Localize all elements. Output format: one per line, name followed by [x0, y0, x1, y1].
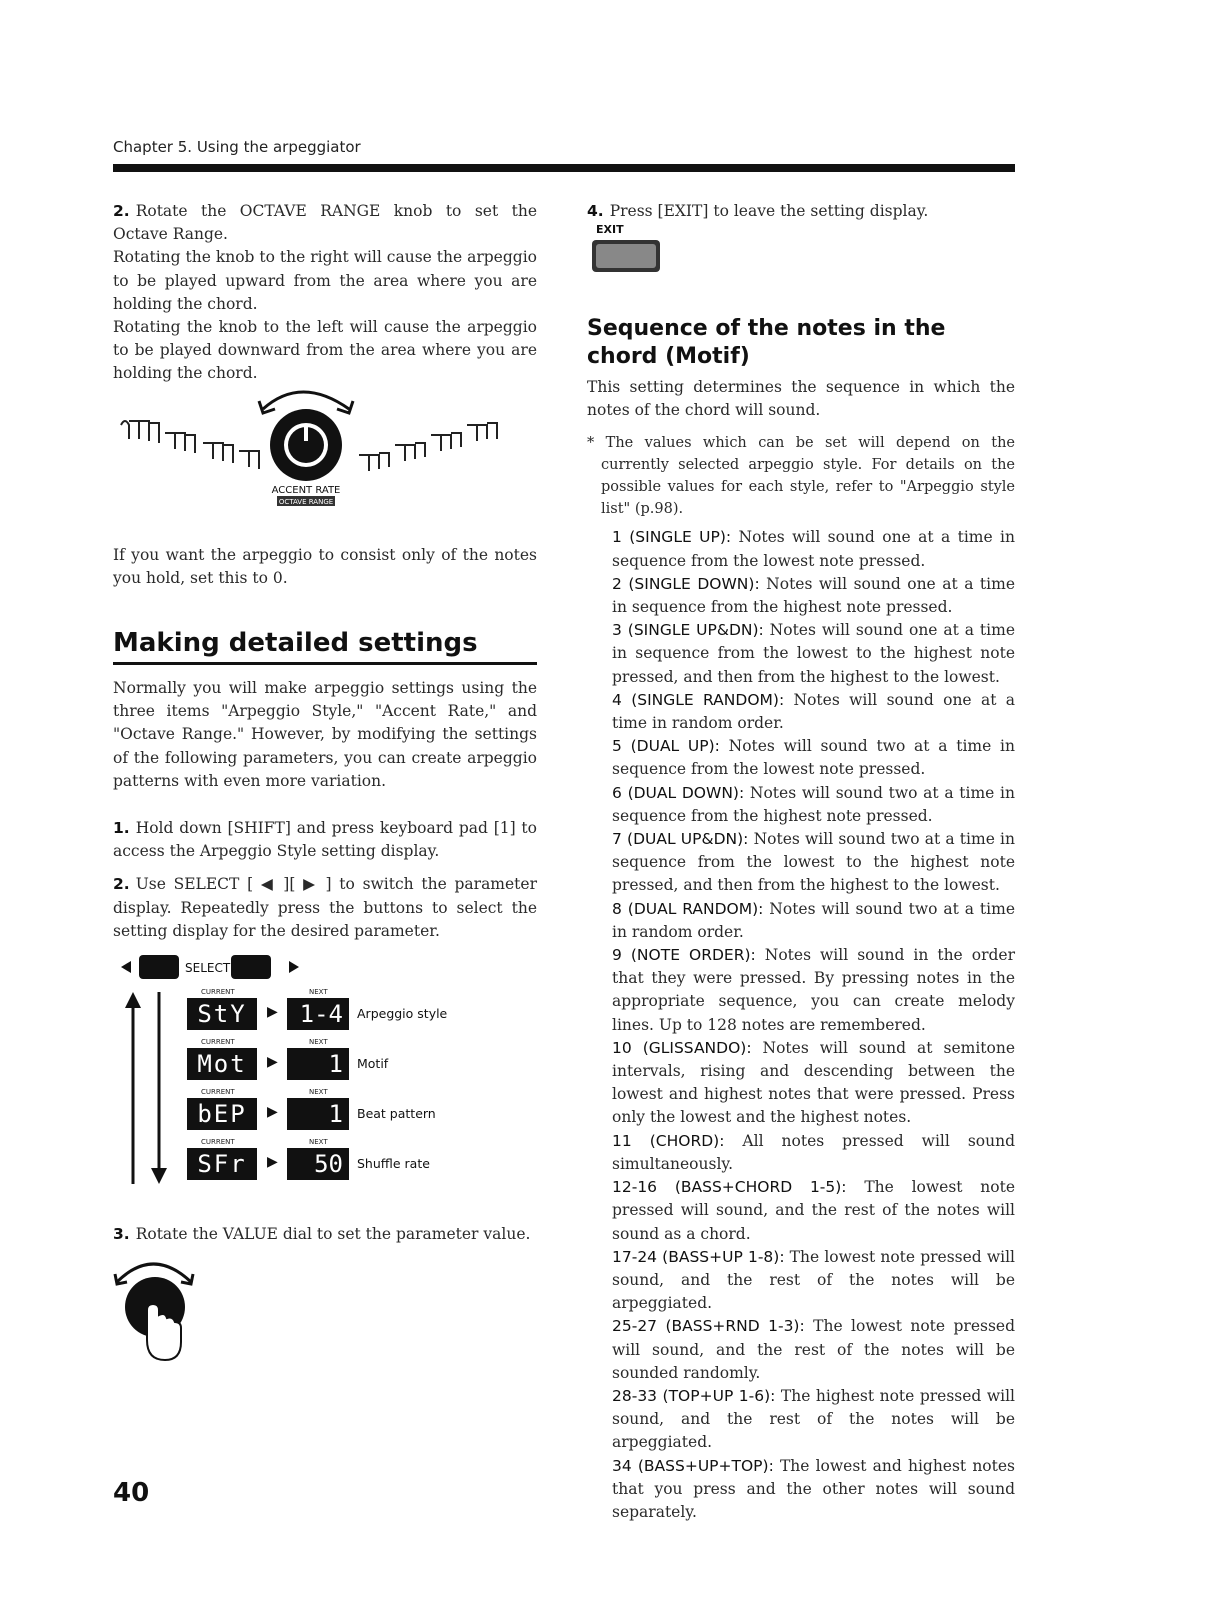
step-2-text: Rotate the OCTAVE RANGE knob to set the Octave Range. — [113, 202, 537, 244]
motif-item-label: 17-24 (BASS+UP 1-8): — [612, 1247, 785, 1266]
step-4-block — [587, 200, 1015, 223]
making-detailed-settings-heading: Making detailed settings — [113, 628, 537, 665]
select-left-button — [139, 955, 179, 979]
exit-button-highlight — [596, 244, 656, 268]
motif-item-label: 10 (GLISSANDO): — [612, 1038, 752, 1057]
select-right-arrow-icon — [289, 961, 299, 973]
step-1-text: Hold down [SHIFT] and press keyboard pad [1] to access the Arpeggio Style setting display. — [113, 819, 537, 861]
select-right-button — [231, 955, 271, 979]
zero-paragraph-block — [113, 544, 537, 590]
step-3-block — [113, 1223, 537, 1246]
motif-item-label: 28-33 (TOP+UP 1-6): — [612, 1386, 776, 1405]
motif-item-text: Notes will sound one at a time in random order. — [612, 690, 1016, 733]
current-display-value: Mot — [197, 1050, 247, 1078]
motif-item — [612, 1315, 1015, 1385]
down-arrow-icon — [151, 992, 167, 1184]
octave-range-label: OCTAVE RANGE — [278, 498, 334, 506]
next-label: NEXT — [309, 988, 328, 996]
octave-range-knob-icon — [270, 409, 342, 481]
motif-item — [612, 689, 1015, 735]
step-2-number: 2. — [113, 202, 130, 220]
motif-item-label: 9 (NOTE ORDER): — [612, 946, 756, 965]
motif-heading: Sequence of the notes in the chord (Motif) — [587, 316, 946, 369]
current-display-value: bEP — [197, 1100, 247, 1128]
accent-rate-label: ACCENT RATE — [271, 485, 341, 496]
left-top-section — [113, 200, 537, 386]
select-left-arrow-icon — [121, 961, 131, 973]
motif-item-text: The lowest note pressed will sound, and the rest of the notes will sound as a chord. — [612, 1178, 1016, 1243]
set-zero-paragraph: If you want the arpeggio to consist only of the notes you hold, set this to 0. — [113, 546, 537, 588]
next-display — [287, 998, 349, 1030]
step-4-number: 4. — [587, 202, 604, 220]
parameter-name: Arpeggio style — [357, 1006, 448, 1021]
motif-item — [612, 619, 1015, 689]
step-2b-text: Use SELECT [ ◀ ][ ▶ ] to switch the parameter display. Repeatedly press the buttons to select the setting display for the desired parameter. — [113, 875, 537, 940]
current-display — [187, 998, 257, 1030]
motif-item-label: 7 (DUAL UP&DN): — [612, 830, 749, 849]
motif-item — [612, 828, 1015, 898]
motif-item — [612, 944, 1015, 1037]
motif-item-text: All notes pressed will sound simultaneously. — [612, 1131, 1015, 1173]
motif-item — [612, 1037, 1015, 1130]
current-label: CURRENT — [201, 1088, 235, 1096]
diagram-row — [187, 1088, 527, 1134]
parameter-name: Motif — [357, 1056, 389, 1071]
motif-item-label: 8 (DUAL RANDOM): — [612, 899, 764, 918]
motif-item-text: Notes will sound in the order that they were pressed. By pressing notes in the appropriate sequence, you can create melody lines. Up to 128 notes are remembered. — [612, 946, 1015, 1034]
next-display-value: 1-4 — [299, 1000, 343, 1028]
current-display — [187, 1148, 257, 1180]
downward-notes-icon — [121, 421, 259, 469]
motif-item-text: Notes will sound at semitone intervals, rising and descending between the lowest and highest notes that were pressed. Press only the lowest and the highest notes. — [612, 1038, 1015, 1127]
current-display-value: StY — [197, 1000, 247, 1028]
motif-item — [612, 1176, 1015, 1246]
motif-item-label: 11 (CHORD): — [612, 1131, 725, 1150]
current-label: CURRENT — [201, 988, 235, 996]
motif-item — [612, 898, 1015, 944]
motif-item — [612, 782, 1015, 828]
motif-item — [612, 526, 1015, 572]
motif-item-text: The lowest note pressed will sound, and the rest of the notes will be sounded randomly. — [612, 1317, 1015, 1382]
motif-item-text: The lowest note pressed will sound, and the rest of the notes will be arpeggiated. — [612, 1247, 1016, 1313]
current-display-value: SFr — [197, 1150, 247, 1178]
motif-item-label: 4 (SINGLE RANDOM): — [612, 690, 785, 709]
octave-range-illustration — [113, 385, 537, 515]
next-display — [287, 1148, 349, 1180]
value-dial-illustration — [113, 1252, 203, 1367]
step-3-paragraph — [113, 1223, 537, 1246]
page-number: 40 — [113, 1478, 150, 1508]
motif-item-label: 12-16 (BASS+CHORD 1-5): — [612, 1178, 847, 1197]
motif-item-text: Notes will sound two at a time in sequence from the highest note pressed. — [612, 783, 1016, 825]
motif-section — [587, 376, 1015, 1524]
motif-item-text: The lowest and highest notes that you press and the other notes will sound separately. — [612, 1456, 1015, 1521]
motif-item-text: Notes will sound one at a time in sequence from the lowest note pressed. — [612, 528, 1015, 570]
motif-note: * The values which can be set will depend on the currently selected arpeggio style. For details on the possible values for each style, refer to "Arpeggio style list" (p.98). — [587, 435, 1015, 518]
next-label: NEXT — [309, 1088, 328, 1096]
step-3-text: Rotate the VALUE dial to set the parameter value. — [135, 1225, 531, 1243]
motif-item-label: 6 (DUAL DOWN): — [612, 783, 745, 802]
rotate-left-paragraph: Rotating the knob to the left will cause the arpeggio to be played downward from the area where you are holding the chord. — [113, 318, 537, 383]
current-label: CURRENT — [201, 1138, 235, 1146]
next-label: NEXT — [309, 1038, 328, 1046]
motif-item-text: Notes will sound one at a time in sequence from the highest note pressed. — [612, 574, 1015, 617]
step-1-paragraph — [113, 817, 537, 863]
next-display-value: 1 — [328, 1050, 343, 1078]
motif-item — [612, 735, 1015, 781]
row-arrow-icon: ▶ — [267, 1104, 278, 1120]
motif-item-text: Notes will sound two at a time in sequence from the lowest note pressed. — [612, 737, 1015, 779]
motif-list — [587, 526, 1015, 1524]
detailed-settings-section — [113, 677, 537, 943]
diagram-row — [187, 1038, 527, 1084]
motif-item-text: Notes will sound two at a time in random order. — [612, 899, 1015, 941]
parameter-name: Beat pattern — [357, 1106, 436, 1121]
next-display — [287, 1098, 349, 1130]
motif-item-text: Notes will sound two at a time in sequence from the lowest to the highest note pressed, and then from the highest to the lowest. — [612, 830, 1015, 895]
current-display — [187, 1048, 257, 1080]
motif-item — [612, 573, 1015, 619]
current-label: CURRENT — [201, 1038, 235, 1046]
row-arrow-icon: ▶ — [267, 1054, 278, 1070]
step-2b-paragraph — [113, 873, 537, 943]
motif-item-label: 25-27 (BASS+RND 1-3): — [612, 1317, 805, 1336]
motif-item-text: Notes will sound one at a time in sequence from the lowest to the highest note pressed, and then from the highest to the lowest. — [612, 621, 1015, 686]
current-display — [187, 1098, 257, 1130]
step-4-paragraph — [587, 200, 1015, 223]
motif-item-label: 2 (SINGLE DOWN): — [612, 574, 760, 593]
motif-item — [612, 1130, 1015, 1176]
diagram-row — [187, 988, 527, 1034]
motif-item — [612, 1385, 1015, 1455]
motif-intro-paragraph: This setting determines the sequence in which the notes of the chord will sound. — [587, 378, 1015, 420]
parameter-name: Shuffle rate — [357, 1156, 430, 1171]
motif-item — [612, 1455, 1015, 1525]
step-2b-number: 2. — [113, 875, 130, 894]
detailed-intro-paragraph: Normally you will make arpeggio settings using the three items "Arpeggio Style," "Accent Rate," and "Octave Range." However, by modifying the settings of the following parameters, you can create arpeggio patterns with even more variation. — [113, 679, 537, 790]
exit-button — [592, 240, 660, 272]
motif-item-text: The highest note pressed will sound, and the rest of the notes will be arpeggiated. — [612, 1386, 1015, 1452]
step-1-number: 1. — [113, 819, 130, 838]
motif-item — [612, 1246, 1015, 1316]
motif-item-label: 1 (SINGLE UP): — [612, 528, 732, 547]
select-parameter-diagram — [113, 952, 537, 1192]
motif-item-label: 34 (BASS+UP+TOP): — [612, 1456, 774, 1475]
rotate-right-paragraph: Rotating the knob to the right will cause the arpeggio to be played upward from the area where you are holding the chord. — [113, 248, 537, 313]
next-display-value: 1 — [328, 1100, 343, 1128]
motif-item-label: 3 (SINGLE UP&DN): — [612, 621, 764, 640]
select-label: SELECT — [185, 961, 231, 975]
up-arrow-icon — [125, 992, 141, 1184]
next-label: NEXT — [309, 1138, 328, 1146]
step-2-paragraph — [113, 200, 537, 246]
chapter-header: Chapter 5. Using the arpeggiator — [113, 138, 361, 156]
exit-label: EXIT — [596, 223, 624, 236]
step-3-number: 3. — [113, 1225, 130, 1243]
next-display-value: 50 — [314, 1150, 343, 1178]
row-arrow-icon: ▶ — [267, 1154, 278, 1170]
diagram-row — [187, 1138, 527, 1184]
next-display — [287, 1048, 349, 1080]
step-4-text: Press [EXIT] to leave the setting display. — [609, 202, 929, 220]
upward-notes-icon — [359, 423, 497, 471]
header-rule — [113, 164, 1015, 172]
row-arrow-icon: ▶ — [267, 1004, 278, 1020]
motif-item-label: 5 (DUAL UP): — [612, 737, 720, 756]
